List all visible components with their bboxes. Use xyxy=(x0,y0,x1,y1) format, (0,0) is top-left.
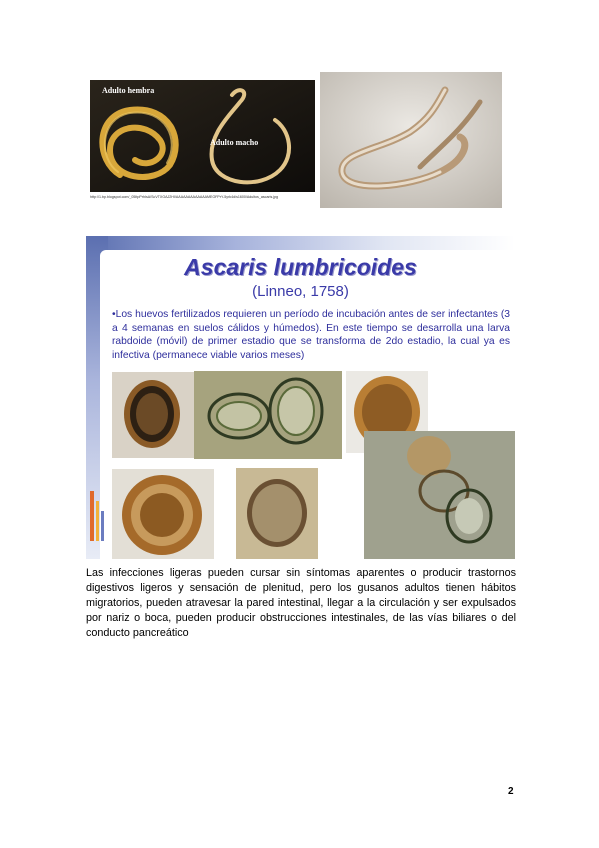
adult-worms-illustration xyxy=(90,80,315,192)
egg-micrograph-5 xyxy=(112,469,214,559)
slide-decoration xyxy=(88,486,106,546)
body-paragraph: Las infecciones ligeras pueden cursar sin síntomas aparentes o producir trastornos digestivos ligeros y sensación de plenitud, pero los gusanos adultos tienen hábitos migratorios, pueden atravesar la pared intestinal, llegar a la circulación y ser expulsados por nariz o boca, pueden producir obstrucciones intestinales, de las vías biliares o del conducto pancreático xyxy=(86,567,516,639)
slide-body-text: •Los huevos fertilizados requieren un período de incubación antes de ser infectantes (3 a 4 semanas en suelos cálidos y húmedos). En este tiempo se desarrolla una larva rabdoide (móvil) de primer estadio que se transforma de 2do estadio, la cual ya es infectiva (permanece viable varios meses) xyxy=(112,309,510,361)
page-number: 2 xyxy=(508,786,514,797)
egg-micrograph-2 xyxy=(194,371,342,459)
image-source-url: http://1.bp.blogspot.com/_05ItpPrhIsA/ScVTXGAJ2HI/AAAAAAAAAAAAAMEOFPrY-5yrk4d/s1600/Adultos_ascaris.jpg xyxy=(90,195,279,199)
egg-micrograph-4 xyxy=(364,431,515,559)
worm-photo xyxy=(320,72,502,208)
worm-illustration xyxy=(320,72,502,208)
female-adult-caption: Adulto hembra xyxy=(102,86,155,95)
slide-subtitle: (Linneo, 1758) xyxy=(252,283,349,300)
slide-title: Ascaris lumbricoides xyxy=(184,254,417,280)
male-adult-caption: Adulto macho xyxy=(210,138,259,147)
adult-worms-photo xyxy=(90,80,315,192)
ascaris-slide xyxy=(86,236,515,559)
egg-micrograph-6 xyxy=(236,468,318,559)
egg-micrograph-1 xyxy=(112,372,194,458)
